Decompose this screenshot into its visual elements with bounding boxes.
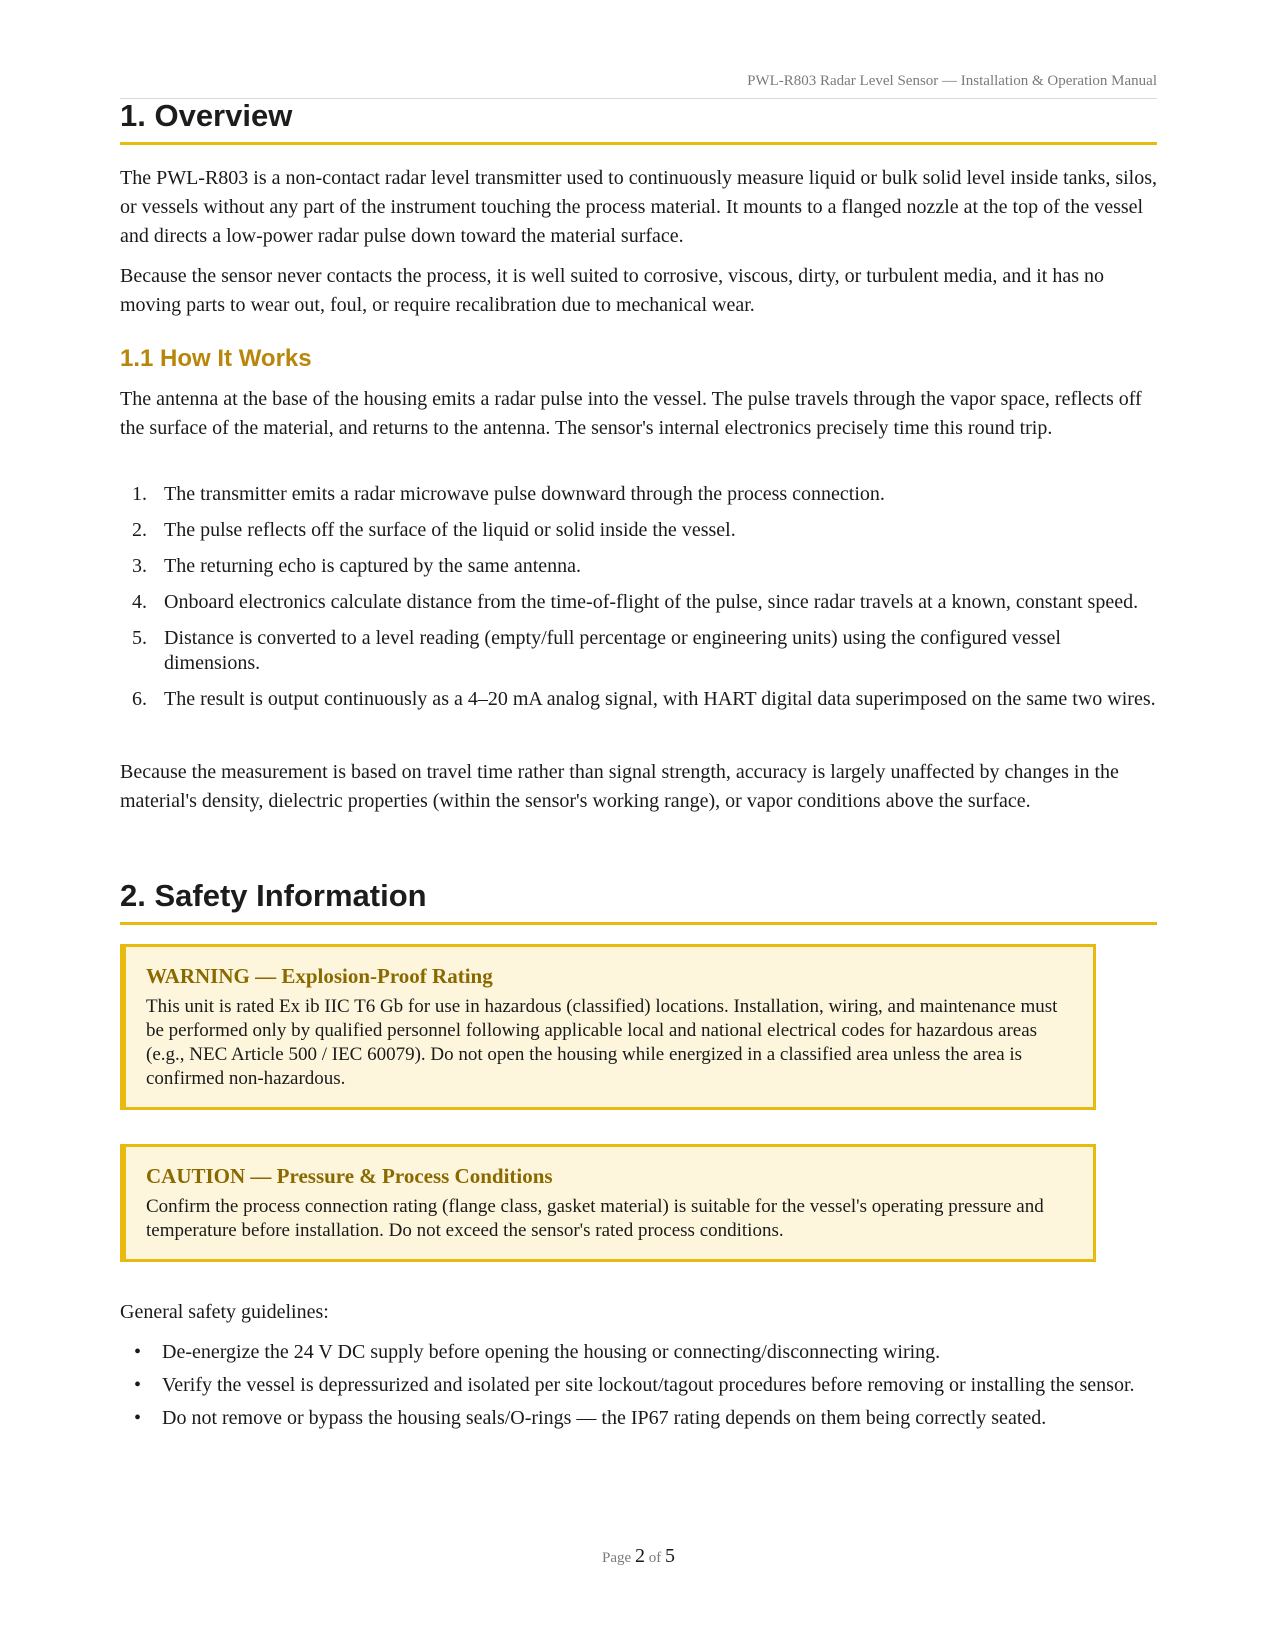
- list-text: The transmitter emits a radar microwave pulse downward through the process connection.: [164, 483, 885, 505]
- of-word: of: [648, 1550, 662, 1566]
- bullet-icon: •: [134, 1374, 142, 1396]
- list-text: Onboard electronics calculate distance from the time-of-flight of the pulse, since radar travels at a known, constant speed.: [164, 591, 1139, 613]
- list-text: Do not remove or bypass the housing seals/O-rings — the IP67 rating depends on them being correctly seated.: [162, 1407, 1047, 1429]
- how-it-works-intro: The antenna at the base of the housing emits a radar pulse into the vessel. The pulse travels through the vapor space, reflects off the surface of the material, and returns to the antenna. The sensor's internal electronics precisely time this round trip.: [120, 388, 1142, 439]
- list-item: [120, 687, 1157, 712]
- page-number: 2: [634, 1545, 645, 1567]
- caution-title: CAUTION — Pressure & Process Conditions: [146, 1164, 553, 1188]
- bullet-icon: •: [134, 1341, 142, 1363]
- list-text: De-energize the 24 V DC supply before opening the housing or connecting/disconnecting wiring.: [162, 1341, 941, 1363]
- warning-title: WARNING — Explosion-Proof Rating: [146, 964, 493, 988]
- page-footer: [120, 1545, 1157, 1568]
- how-it-works-closing: Because the measurement is based on travel time rather than signal strength, accuracy is largely unaffected by changes in the material's density, dielectric properties (within the sensor's working range), or vapor conditions above the surface.: [120, 761, 1119, 812]
- list-number: 1.: [132, 483, 147, 505]
- list-text: Distance is converted to a level reading (empty/full percentage or engineering units) using the configured vessel dimensions.: [164, 627, 1061, 674]
- section-heading-safety: 2. Safety Information: [120, 878, 1157, 925]
- safety-guidelines-intro: General safety guidelines:: [120, 1301, 329, 1323]
- list-number: 2.: [132, 519, 147, 541]
- warning-body: This unit is rated Ex ib IIC T6 Gb for use in hazardous (classified) locations. Installation, wiring, and maintenance must be performed only by qualified personnel following applicable local and national electrical codes for hazardous areas (e.g., NEC Article 500 / IEC 60079). Do not open the housing while energized in a classified area unless the area is confirmed non-hazardous.: [146, 996, 1058, 1089]
- list-text: The pulse reflects off the surface of the liquid or solid inside the vessel.: [164, 519, 736, 541]
- subsection-heading-how-it-works: 1.1 How It Works: [120, 345, 312, 372]
- overview-paragraph-1: The PWL-R803 is a non-contact radar level transmitter used to continuously measure liquid or bulk solid level inside tanks, silos, or vessels without any part of the instrument touching the process material. It mounts to a flanged nozzle at the top of the vessel and directs a low-power radar pulse down toward the material surface.: [120, 167, 1158, 247]
- list-text: The returning echo is captured by the same antenna.: [164, 555, 582, 577]
- page-word: Page: [602, 1550, 632, 1566]
- how-it-works-steps: [120, 482, 1157, 723]
- list-text: The result is output continuously as a 4–20 mA analog signal, with HART digital data superimposed on the same two wires.: [164, 688, 1156, 710]
- list-item: [120, 626, 1157, 676]
- running-header: PWL-R803 Radar Level Sensor — Installation & Operation Manual: [120, 73, 1157, 99]
- list-number: 3.: [132, 555, 147, 577]
- list-item: [120, 482, 1157, 507]
- caution-callout: [120, 1144, 1096, 1262]
- list-item: [120, 1406, 1157, 1431]
- list-item: [120, 554, 1157, 579]
- caution-body: Confirm the process connection rating (flange class, gasket material) is suitable for the vessel's operating pressure and temperature before installation. Do not exceed the sensor's rated process conditions.: [146, 1196, 1044, 1241]
- list-item: [120, 590, 1157, 615]
- list-item: [120, 1373, 1157, 1398]
- list-text: Verify the vessel is depressurized and isolated per site lockout/tagout procedures before removing or installing the sensor.: [162, 1374, 1135, 1396]
- list-item: [120, 518, 1157, 543]
- safety-guidelines-list: [120, 1340, 1157, 1439]
- warning-callout: [120, 944, 1096, 1110]
- section-heading-overview: 1. Overview: [120, 98, 1157, 145]
- bullet-icon: •: [134, 1407, 142, 1429]
- list-number: 6.: [132, 688, 147, 710]
- page-total: 5: [664, 1545, 675, 1567]
- list-number: 4.: [132, 591, 147, 613]
- list-item: [120, 1340, 1157, 1365]
- overview-paragraph-2: Because the sensor never contacts the process, it is well suited to corrosive, viscous, dirty, or turbulent media, and it has no moving parts to wear out, foul, or require recalibration due to mechanical wear.: [120, 265, 1105, 316]
- list-number: 5.: [132, 627, 147, 649]
